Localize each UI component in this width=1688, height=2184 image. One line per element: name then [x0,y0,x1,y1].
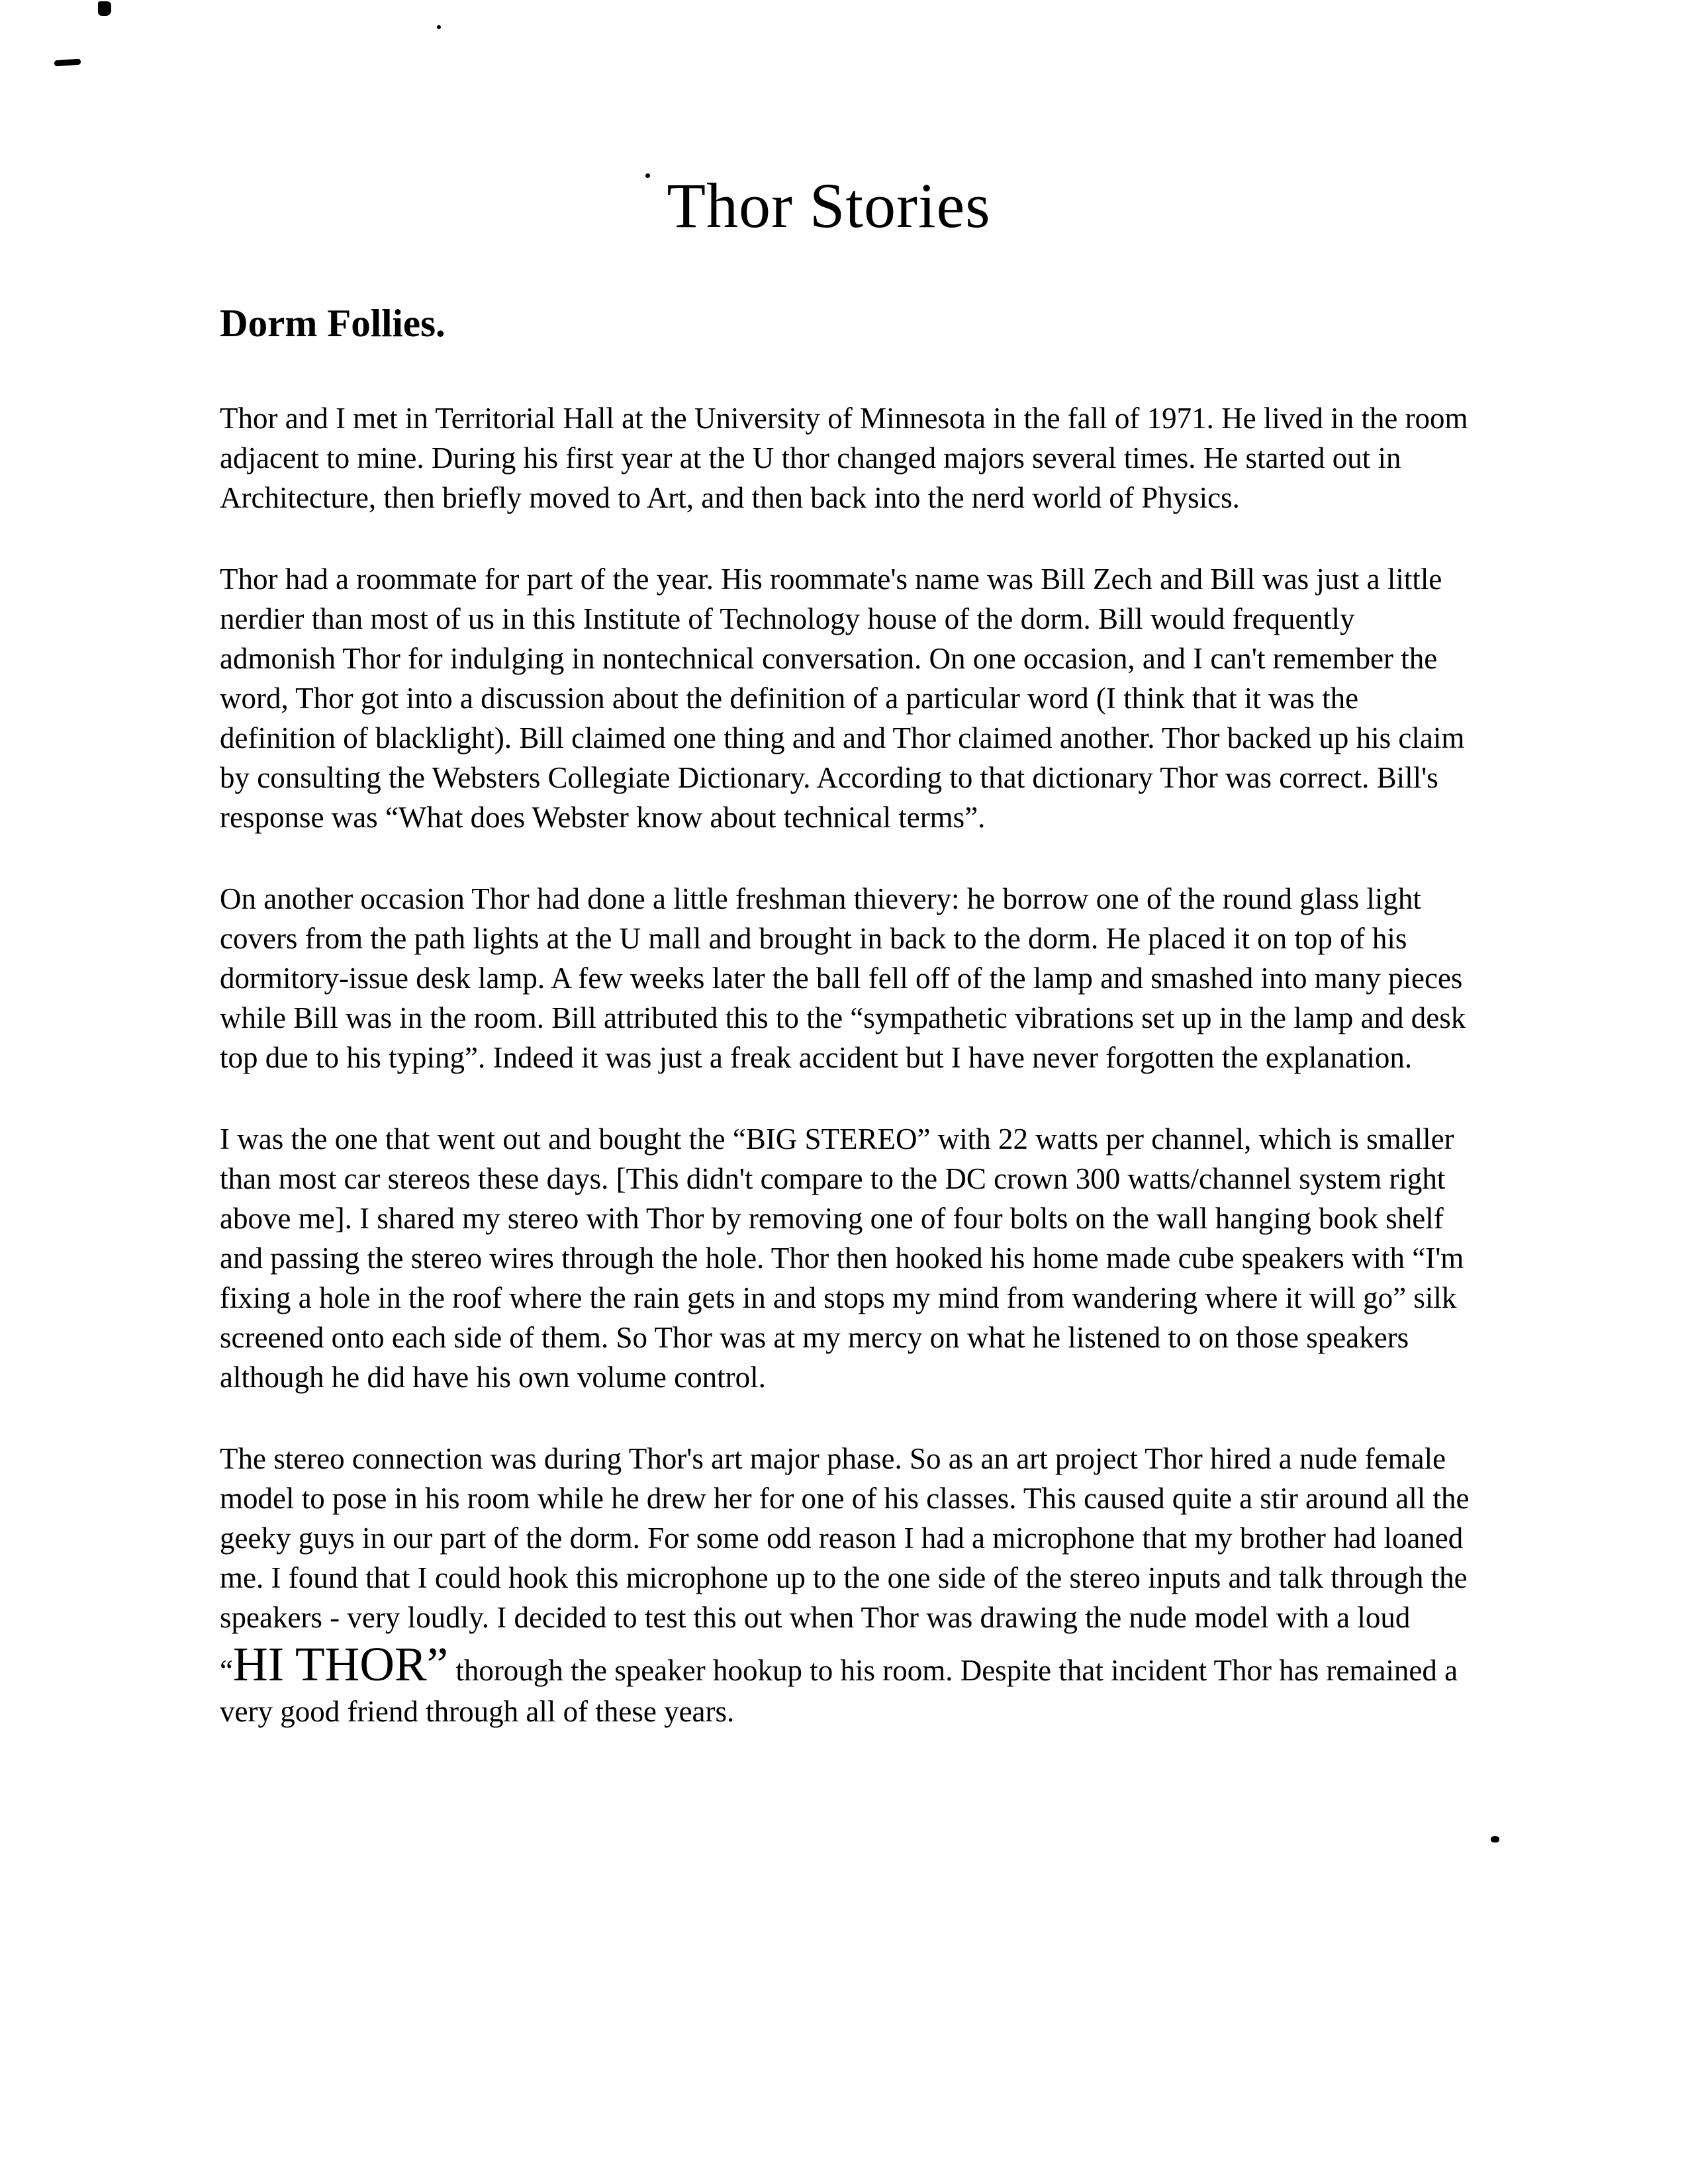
paragraph-light-cover: On another occasion Thor had done a little freshman thievery: he borrow one of the round glass light covers from the path lights at the U mall and brought in back to the dorm. He placed it on top of his dormitory-issue desk lamp. A few weeks later the ball fell off of the lamp and smashed into many pieces while Bill was in the room. Bill attributed this to the “sympathetic vibrations set up in the lamp and desk top due to his typing”. Indeed it was just a freak accident but I have never forgotten the explanation. [220,882,1466,1075]
paragraph-dorm-intro: Thor and I met in Territorial Hall at the University of Minnesota in the fall of 1971. He lived in the room adjacent to mine. During his first year at the U thor changed majors several times. He started out in Architecture, then briefly moved to Art, and then back into the nerd world of Physics. [220,402,1468,515]
document-content [220,0,1477,1731]
document-title: Thor Stories [667,170,991,241]
paragraph-roommate-bill: Thor had a roommate for part of the year. His roommate's name was Bill Zech and Bill was just a little nerdier than most of us in this Institute of Technology house of the dorm. Bill would frequently admonish Thor for indulging in nontechnical conversation. On one occasion, and I can't remember the word, Thor got into a discussion about the definition of a particular word (I think that it was the definition of blacklight). Bill claimed one thing and and Thor claimed another. Thor backed up his claim by consulting the Websters Collegiate Dictionary. According to that dictionary Thor was correct. Bill's response was “What does Webster know about technical terms”. [220,563,1465,835]
paragraph-nude-model-text-before: The stereo connection was during Thor's art major phase. So as an art project Thor hired a nude female model to pose in his room while he drew her for one of his classes. This caused quite a stir around all the geeky guys in our part of the dorm. For some odd reason I had a microphone that my brother had loaned me. I found that I could hook this microphone up to the one side of the stereo inputs and talk through the speakers - very loudly. I decided to test this out when Thor was drawing the nude model with a loud “ [220,1442,1470,1688]
scan-artifact [1491,1836,1499,1843]
section-heading: Dorm Follies. [220,300,445,345]
paragraph-nude-model [220,1439,1477,1731]
hi-thor-large-text: HI THOR” [232,1637,449,1692]
paragraph-big-stereo: I was the one that went out and bought the “BIG STEREO” with 22 watts per channel, which is smaller than most car stereos these days. [This didn't compare to the DC crown 300 watts/channel system right above me]. I shared my stereo with Thor by removing one of four bolts on the wall hanging book shelf and passing the stereo wires through the hole. Thor then hooked his home made cube speakers with “I'm fixing a hole in the roof where the rain gets in and stops my mind from wandering where it will go” silk screened onto each side of them. So Thor was at my mercy on what he listened to on those speakers although he did have his own volume control. [220,1122,1464,1394]
paragraph-nude-model-text-after: thorough the speaker hookup to his room. Despite that incident Thor has remained a very good friend through all of these years. [220,1654,1458,1729]
scan-artifact [98,1,111,16]
scan-artifact [54,59,81,67]
